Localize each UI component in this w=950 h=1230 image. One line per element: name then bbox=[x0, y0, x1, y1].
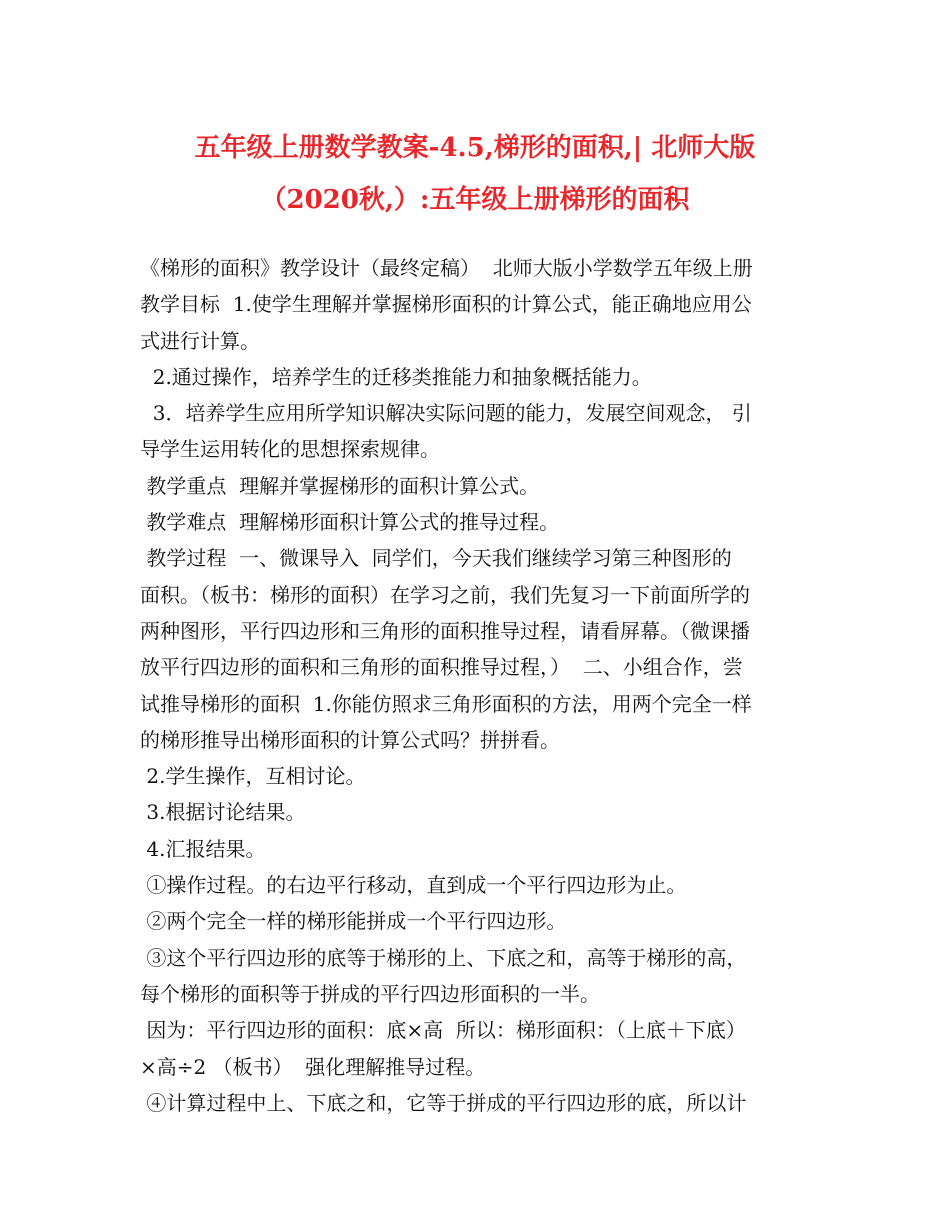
body-line: ②两个完全一样的梯形能拼成一个平行四边形。 bbox=[140, 909, 567, 934]
body-line: ①操作过程。的右边平行移动，直到成一个平行四边形为止。 bbox=[140, 873, 687, 898]
body-line: 每个梯形的面积等于拼成的平行四边形面积的一半。 bbox=[140, 981, 600, 1006]
document-title-line-2: （2020秋,）:五年级上册梯形的面积 bbox=[260, 185, 690, 215]
body-line: 《梯形的面积》教学设计（最终定稿） 北师大版小学数学五年级上册 bbox=[140, 256, 753, 280]
body-line: 放平行四边形的面积和三角形的面积推导过程，） 二、小组合作，尝 bbox=[140, 655, 743, 680]
body-line: ③这个平行四边形的底等于梯形的上、下底之和，高等于梯形的高， bbox=[140, 945, 747, 970]
body-line: 导学生运用转化的思想探索规律。 bbox=[140, 437, 440, 462]
body-line: 式进行计算。 bbox=[140, 328, 260, 353]
body-line: 教学目标 1.使学生理解并掌握梯形面积的计算公式，能正确地应用公 bbox=[140, 292, 752, 317]
body-line: 教学重点 理解并掌握梯形的面积计算公式。 bbox=[140, 473, 540, 498]
body-line: 教学过程 一、微课导入 同学们，今天我们继续学习第三种图形的 bbox=[140, 546, 732, 571]
body-line: 两种图形，平行四边形和三角形的面积推导过程，请看屏幕。（微课播 bbox=[140, 618, 750, 643]
body-line: 3．培养学生应用所学知识解决实际问题的能力，发展空间观念， 引 bbox=[140, 401, 752, 426]
body-line: 因为：平行四边形的面积：底×高 所以：梯形面积：（上底＋下底） bbox=[140, 1018, 746, 1043]
document-title-line-1: 五年级上册数学教案-4.5,梯形的面积,| 北师大版 bbox=[194, 133, 756, 163]
body-line: 的梯形推导出梯形面积的计算公式吗？拼拼看。 bbox=[140, 727, 560, 752]
body-line: 2.学生操作，互相讨论。 bbox=[140, 764, 366, 789]
body-line: 2.通过操作，培养学生的迁移类推能力和抽象概括能力。 bbox=[140, 364, 652, 389]
body-line: ×高÷2 （板书） 强化理解推导过程。 bbox=[140, 1054, 486, 1079]
document-body bbox=[140, 250, 820, 1121]
body-line: 教学难点 理解梯形面积计算公式的推导过程。 bbox=[140, 510, 560, 535]
body-line: 3.根据讨论结果。 bbox=[140, 800, 306, 825]
body-line: 面积。（板书：梯形的面积）在学习之前，我们先复习一下前面所学的 bbox=[140, 582, 750, 607]
body-line: 试推导梯形的面积 1.你能仿照求三角形面积的方法，用两个完全一样 bbox=[140, 691, 752, 716]
body-line: 4.汇报结果。 bbox=[140, 836, 266, 861]
body-line: ④计算过程中上、下底之和，它等于拼成的平行四边形的底，所以计 bbox=[140, 1090, 747, 1115]
